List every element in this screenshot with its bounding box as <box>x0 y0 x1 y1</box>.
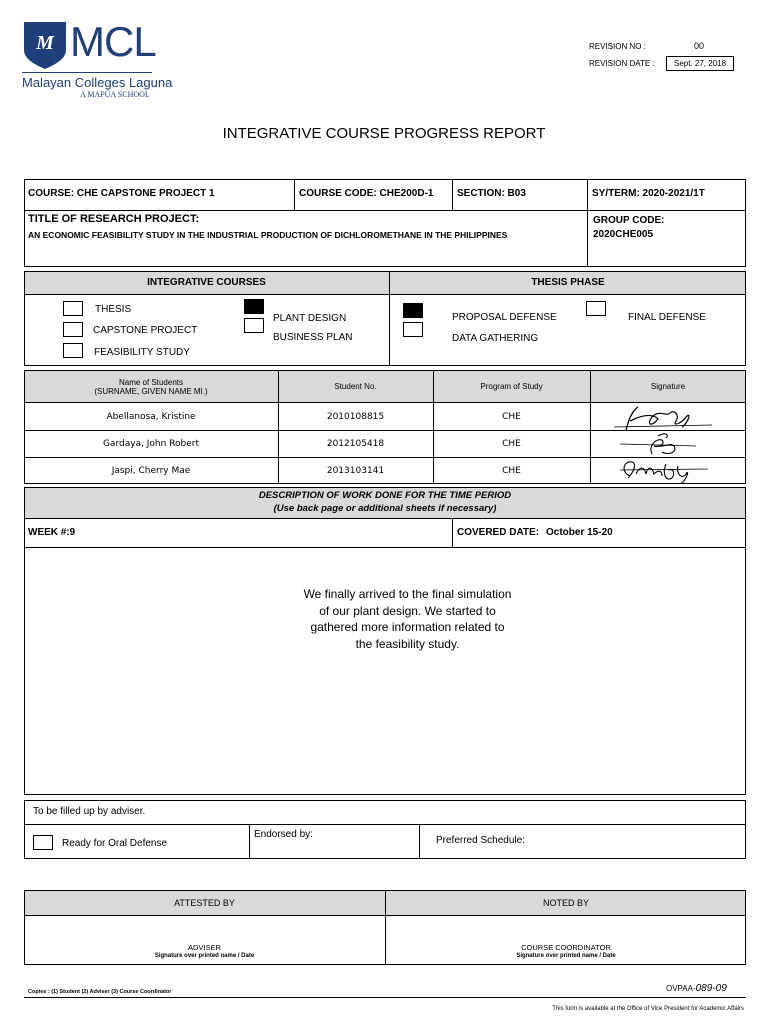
adviser-header: To be filled up by adviser. <box>33 806 146 817</box>
proposal-defense-label: PROPOSAL DEFENSE <box>452 312 557 323</box>
plant-design-label: PLANT DESIGN <box>273 313 347 324</box>
revision-no-value: 00 <box>694 41 705 51</box>
final-defense-label: FINAL DEFENSE <box>628 312 706 323</box>
student-program: CHE <box>502 411 521 422</box>
svg-text:M: M <box>36 32 54 54</box>
group-code-label: GROUP CODE: <box>593 215 665 226</box>
ready-checkbox[interactable] <box>33 835 53 850</box>
attested-by-label: ATTESTED BY <box>174 898 235 908</box>
signature-2 <box>618 430 698 458</box>
student-program: CHE <box>502 439 521 449</box>
form-code <box>666 983 727 994</box>
student-name: Jaspi, Cherry Mae <box>111 466 191 476</box>
business-plan-checkbox[interactable] <box>244 318 264 333</box>
work-text-line: We finally arrived to the final simulation <box>303 587 512 601</box>
thesis-checkbox[interactable] <box>63 301 83 316</box>
work-text-line: of our plant design. We started to <box>319 603 496 618</box>
research-title-label: TITLE OF RESEARCH PROJECT: <box>28 213 200 225</box>
student-number: 2013103141 <box>326 466 385 476</box>
covered-date-label: COVERED DATE: <box>457 527 540 538</box>
ready-label: Ready for Oral Defense <box>62 838 168 849</box>
data-gathering-label: DATA GATHERING <box>452 333 539 344</box>
noted-by-label: NOTED BY <box>542 898 589 908</box>
capstone-checkbox[interactable] <box>63 322 83 337</box>
availability-note: This form is available at the Office of Vice President for Academic Affairs <box>552 1006 744 1012</box>
student-name: Abellanosa, Kristine <box>106 411 196 422</box>
business-plan-label: BUSINESS PLAN <box>273 332 353 343</box>
column-header-student-no: Student No. <box>334 382 377 391</box>
final-defense-checkbox[interactable] <box>586 301 606 316</box>
course-label: COURSE: CHE CAPSTONE PROJECT 1 <box>28 188 215 199</box>
term-label: SY/TERM: 2020-2021/1T <box>592 188 705 199</box>
school-logo <box>22 18 173 100</box>
student-name: Gardaya, John Robert <box>102 439 200 449</box>
logo-divider <box>22 72 152 73</box>
column-header-signature: Signature <box>650 382 686 391</box>
column-header-name-line1: Name of Students <box>118 377 184 387</box>
coordinator-title: COURSE COORDINATOR <box>521 943 611 952</box>
adviser-title: ADVISER <box>188 943 221 952</box>
column-header-name-line2: (SURNAME, GIVEN NAME MI.) <box>94 386 208 396</box>
work-text-line: the feasibility study. <box>355 636 460 651</box>
signature-3 <box>612 456 712 484</box>
revision-no-label: REVISION NO : <box>589 42 646 51</box>
section-label: SECTION: B03 <box>457 188 526 199</box>
column-header-name <box>24 371 278 402</box>
revision-date-value: Sept. 27, 2018 <box>674 59 727 68</box>
work-header-line1: DESCRIPTION OF WORK DONE FOR THE TIME PERIOD <box>258 490 512 501</box>
work-header-line2: (Use back page or additional sheets if necessary) <box>273 503 497 514</box>
school-name: Malayan Colleges Laguna <box>22 75 173 90</box>
proposal-defense-checkbox[interactable] <box>403 303 423 318</box>
form-code-suffix: 089-09 <box>695 983 727 994</box>
covered-date-value: October 15-20 <box>546 527 613 538</box>
coordinator-signature-note: Signature over printed name / Date <box>516 953 616 959</box>
revision-date-label: REVISION DATE : <box>589 59 655 68</box>
integrative-courses-header: INTEGRATIVE COURSES <box>147 277 266 288</box>
shield-icon <box>22 20 68 70</box>
plant-design-checkbox[interactable] <box>244 299 264 314</box>
feasibility-label: FEASIBILITY STUDY <box>94 347 190 358</box>
student-number: 2012105418 <box>326 439 385 449</box>
thesis-label: THESIS <box>95 304 132 315</box>
student-program: CHE <box>502 466 521 476</box>
copies-note: Copies : (1) Student (2) Adviser (3) Course Coordinator <box>28 989 172 995</box>
week-label: WEEK #:9 <box>28 527 76 538</box>
student-number: 2010108815 <box>326 411 385 422</box>
thesis-phase-header: THESIS PHASE <box>531 277 605 288</box>
group-code-value: 2020CHE005 <box>593 229 654 240</box>
page-title: INTEGRATIVE COURSE PROGRESS REPORT <box>222 125 546 142</box>
form-code-prefix: OVPAA- <box>666 984 696 993</box>
capstone-label: CAPSTONE PROJECT <box>93 325 198 336</box>
data-gathering-checkbox[interactable] <box>403 322 423 337</box>
feasibility-checkbox[interactable] <box>63 343 83 358</box>
column-header-program: Program of Study <box>480 382 543 391</box>
course-code-label: COURSE CODE: CHE200D-1 <box>299 188 434 199</box>
work-text <box>200 586 615 652</box>
research-title-value: AN ECONOMIC FEASIBILITY STUDY IN THE INDUSTRIAL PRODUCTION OF DICHLOROMETHANE IN THE PHILIPPINES <box>28 230 508 240</box>
work-text-line: gathered more information related to <box>310 620 505 634</box>
schedule-label: Preferred Schedule: <box>436 835 525 846</box>
adviser-signature-note: Signature over printed name / Date <box>154 953 255 959</box>
logo-text: MCL <box>70 18 156 65</box>
endorsed-label: Endorsed by: <box>254 829 313 840</box>
signature-1 <box>612 403 722 433</box>
school-sub: A MAPÚA SCHOOL <box>80 90 150 99</box>
